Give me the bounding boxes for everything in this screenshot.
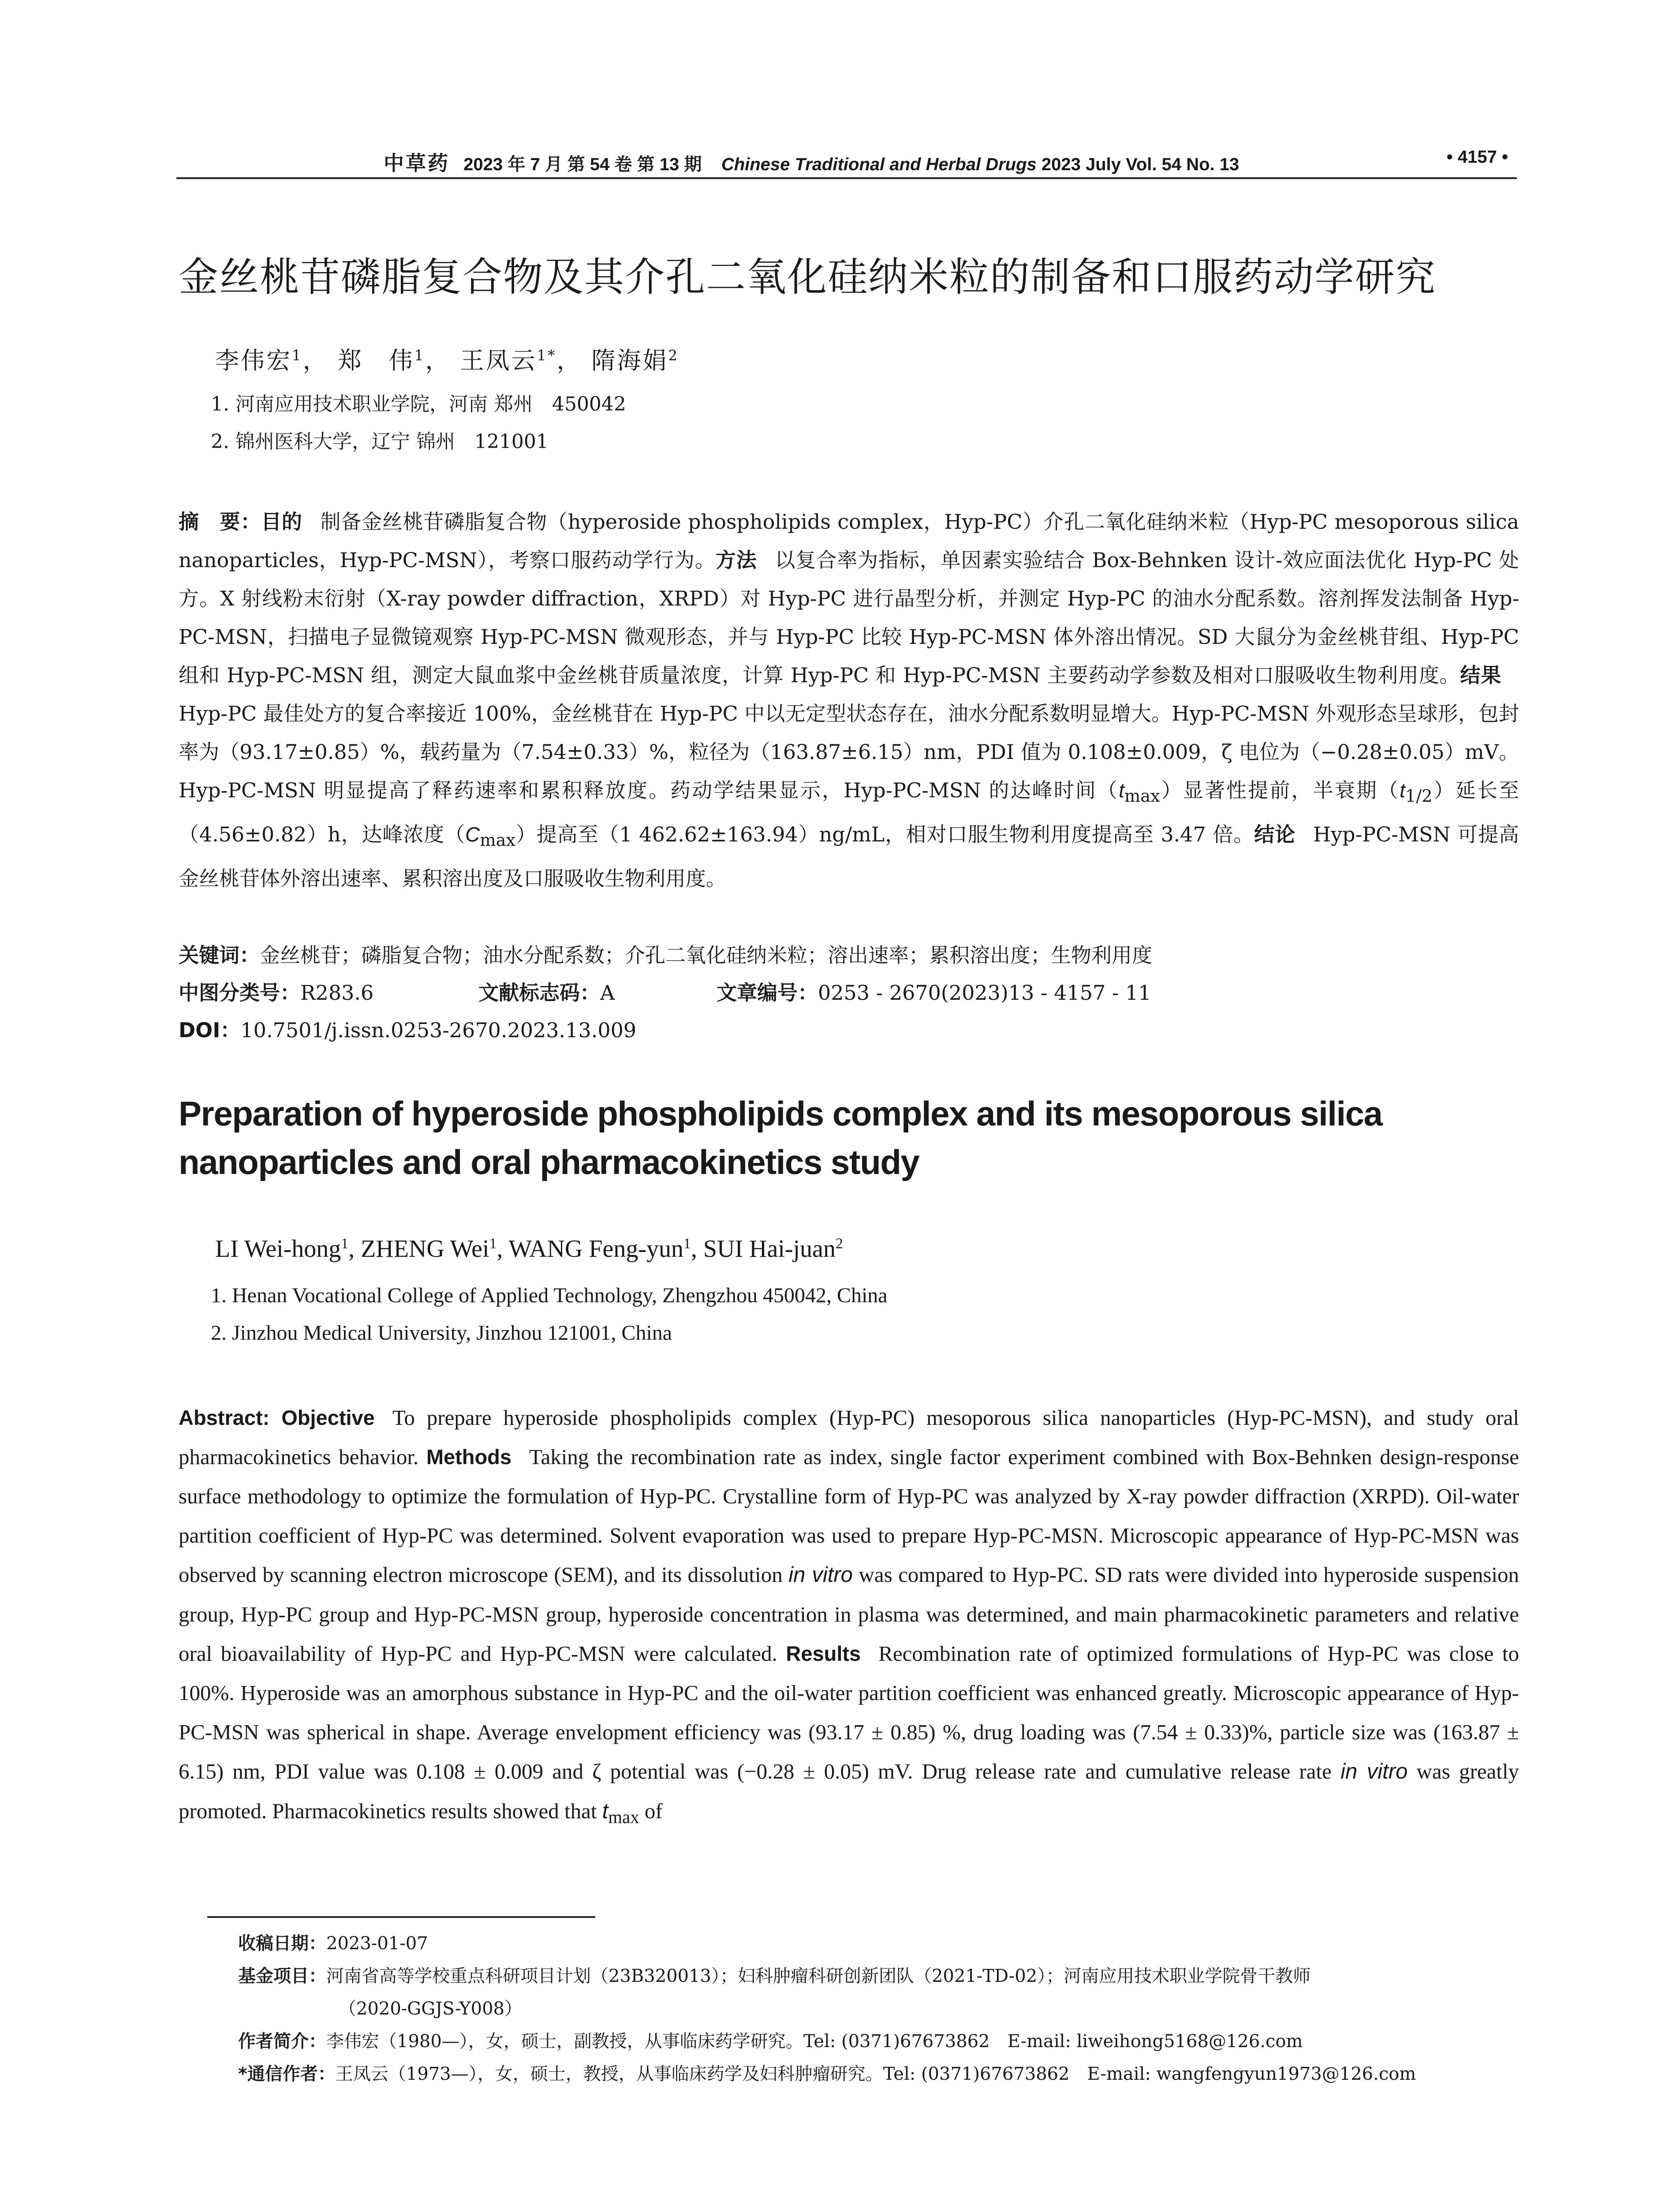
keywords-text: 金丝桃苷；磷脂复合物；油水分配系数；介孔二氧化硅纳米粒；溶出速率；累积溶出度；生物利用度 (260, 943, 1152, 967)
results-text-cn: ）提高至（1 462.62±163.94）ng/mL，相对口服生物利用度提高至 3.47 倍。 (515, 822, 1254, 847)
results-label-cn: 结果 (1460, 663, 1502, 687)
conclusion-text-cn: Hyp-PC-MSN 可提高金丝桃苷体外溶出速率、累积溶出度及口服吸收生物利用度。 (179, 822, 1519, 891)
article-number (717, 977, 1151, 1006)
author-name: 王凤云 (460, 347, 537, 374)
document-code-value: A (600, 981, 615, 1005)
methods-text-en: Taking the recombination rate as index, single factor experiment combined with Box-Behnken design-response surface methodology to optimize the formulation of Hyp-PC. Crystalline form of Hyp-PC was analyzed by X-ray powder diffraction (XRPD). Oil-water partition coefficient of Hyp-PC was determined. Solvent evaporation was used to prepare Hyp-PC-MSN. Microscopic appearance of Hyp-PC-MSN was observed by scanning electron microscope (SEM), and its dissolution (179, 1445, 1519, 1587)
cmax-subscript: max (480, 830, 516, 851)
doi-line (179, 1014, 1519, 1043)
author-name: 隋海娟 (591, 347, 668, 374)
author-affiliation-mark: 2 (668, 347, 679, 364)
author-affiliation-mark: 1 (341, 1235, 349, 1252)
abstract-label-en: Abstract: (179, 1406, 270, 1429)
objective-text-cn: 制备金丝桃苷磷脂复合物（hyperoside phospholipids complex，Hyp-PC）介孔二氧化硅纳米粒（Hyp-PC mesoporous silica nanoparticles，Hyp-PC-MSN），考察口服药动学行为。 (179, 510, 1519, 572)
results-text-en: was greatly promoted. Pharmacokinetics results showed that (179, 1759, 1519, 1823)
issue-cn: 2023 年 7 月 第 54 卷 第 13 期 (463, 155, 702, 174)
page-number: • 4157 • (1446, 147, 1508, 167)
objective-text-en: To prepare hyperoside phospholipids complex (Hyp-PC) mesoporous silica nanoparticles (Hyp-PC-MSN), and study oral pharmacokinetics behavior. (179, 1405, 1519, 1469)
keywords-cn (179, 939, 1519, 968)
received-date: 2023-01-07 (326, 1933, 428, 1954)
classification-line (179, 977, 1519, 1006)
results-label-en: Results (786, 1642, 861, 1665)
footnote-corresponding (238, 2058, 1517, 2090)
author-bio-label: 作者简介： (238, 2031, 326, 2052)
results-text-en: of (644, 1799, 663, 1823)
author-name: WANG Feng-yun (508, 1235, 684, 1263)
author-bio-text: 李伟宏（1980—），女，硕士，副教授，从事临床药学研究。Tel: (0371)67673862 E-mail: liweihong5168@126.com (326, 2031, 1303, 2052)
in-vitro-term: in vitro (788, 1563, 853, 1587)
journal-name-cn: 中草药 (384, 151, 450, 175)
thalf-subscript: 1/2 (1405, 786, 1433, 807)
abstract-cn (179, 503, 1519, 898)
journal-name-en: Chinese Traditional and Herbal Drugs (721, 155, 1037, 174)
footnote-divider (207, 1916, 595, 1918)
article-number-value: 0253 - 2670(2023)13 - 4157 - 11 (818, 981, 1151, 1005)
author-affiliation-mark: 1 (683, 1235, 691, 1252)
results-text-en: Recombination rate of optimized formulations of Hyp-PC was close to 100%. Hyperoside was an amorphous substance in Hyp-PC and the oil-water partition coefficient was enhanced greatly. Microscopic appearance of Hyp-PC-MSN was spherical in shape. Average envelopment efficiency was (93.17 ± 0.85) %, drug loading was (7.54 ± 0.33)%, particle size was (163.87 ± 6.15) nm, PDI value was 0.108 ± 0.009 and ζ potential was (−0.28 ± 0.05) mV. Drug release rate and cumulative release rate (179, 1641, 1519, 1783)
keywords-label: 关键词： (179, 943, 260, 967)
results-text-cn: ）延长至（4.56±0.82）h，达峰浓度（ (179, 778, 1519, 847)
methods-label-cn: 方法 (715, 548, 757, 572)
tmax-symbol: t (1119, 779, 1124, 802)
tmax-subscript: max (1124, 786, 1160, 807)
fund-label: 基金项目： (238, 1966, 326, 1986)
affiliation-cn-2: 2. 锦州医科大学，辽宁 锦州 121001 (211, 430, 549, 453)
document-code (478, 977, 615, 1006)
affiliation-cn-1: 1. 河南应用技术职业学院，河南 郑州 450042 (211, 393, 626, 415)
methods-text-cn: 以复合率为指标，单因素实验结合 Box-Behnken 设计-效应面法优化 Hyp-PC 处方。X 射线粉末衍射（X-ray powder diffraction，XRPD）对 Hyp-PC 进行晶型分析，并测定 Hyp-PC 的油水分配系数。溶剂挥发法制备 Hyp-PC-MSN，扫描电子显微镜观察 Hyp-PC-MSN 微观形态，并与 Hyp-PC 比较 Hyp-PC-MSN 体外溶出情况。SD 大鼠分为金丝桃苷组、Hyp-PC 组和 Hyp-PC-MSN 组，测定大鼠血浆中金丝桃苷质量浓度，计算 Hyp-PC 和 Hyp-PC-MSN 主要药动学参数及相对口服吸收生物利用度。 (179, 548, 1519, 687)
doi-value: 10.7501/j.issn.0253-2670.2023.13.009 (240, 1018, 637, 1042)
author-name: LI Wei-hong (215, 1235, 341, 1263)
author-name: 李伟宏 (215, 347, 292, 374)
footnote-received (238, 1927, 1517, 1960)
methods-text-en: was compared to Hyp-PC. SD rats were divided into hyperoside suspension group, Hyp-PC group and Hyp-PC-MSN group, hyperoside concentration in plasma was determined, and main pharmacokinetic parameters and relative oral bioavailability of Hyp-PC and Hyp-PC-MSN were calculated. (179, 1562, 1519, 1666)
clc-label: 中图分类号： (179, 981, 300, 1005)
cmax-symbol: C (465, 823, 480, 846)
abstract-label-cn: 摘 要： (179, 510, 261, 534)
conclusion-label-cn: 结论 (1254, 822, 1296, 847)
footnote-author (238, 2025, 1517, 2058)
title-en: Preparation of hyperoside phospholipids complex and its mesoporous silica nanoparticles and oral pharmacokinetics study (179, 1094, 1382, 1181)
article-number-label: 文章编号： (717, 981, 818, 1005)
results-text-cn: Hyp-PC 最佳处方的复合率接近 100%，金丝桃苷在 Hyp-PC 中以无定型状态存在，油水分配系数明显增大。Hyp-PC-MSN 外观形态呈球形，包封率为（93.17±0.85）%，载药量为（7.54±0.33）%，粒径为（163.87±6.15）nm，PDI 值为 0.108±0.009，ζ 电位为（−0.28±0.05）mV。Hyp-PC-MSN 明显提高了释药速率和累积释放度。药动学结果显示，Hyp-PC-MSN 的达峰时间（ (179, 702, 1519, 802)
clc-number (179, 981, 373, 1005)
corresponding-text: 王凤云（1973—），女，硕士，教授，从事临床药学及妇科肿瘤研究。Tel: (0371)67673862 E-mail: wangfengyun1973@126.com (335, 2064, 1416, 2084)
objective-label-en: Objective (281, 1406, 375, 1429)
results-text-cn: ）显著性提前，半衰期（ (1160, 778, 1400, 802)
author-affiliation-mark: 1* (537, 347, 557, 364)
tmax-symbol: t (602, 1799, 609, 1823)
clc-value: R283.6 (300, 981, 374, 1005)
methods-label-en: Methods (426, 1445, 512, 1469)
doi-label: DOI： (179, 1018, 241, 1042)
authors-cn: 李伟宏$^1$， 郑 伟$^1$， 王凤云$^{1*}$， 隋海娟$^2$ (215, 347, 679, 374)
footnotes (238, 1927, 1517, 2090)
author-affiliation-mark: 1 (489, 1235, 497, 1252)
authors-en: LI Wei-hong$^1$, ZHENG Wei$^1$, WANG Feng-yun$^1$, SUI Hai-juan$^2$ (215, 1235, 843, 1263)
author-name: SUI Hai-juan (703, 1235, 836, 1263)
corresponding-label: *通信作者： (238, 2064, 336, 2084)
affiliation-en-2: 2. Jinzhou Medical University, Jinzhou 121001, China (211, 1321, 672, 1345)
abstract-en (179, 1398, 1519, 1837)
author-affiliation-mark: 2 (835, 1235, 843, 1252)
issue-en: 2023 July Vol. 54 No. 13 (1041, 155, 1239, 174)
fund-text: 河南省高等学校重点科研项目计划（23B320013）；妇科肿瘤科研创新团队（2021-TD-02）；河南应用技术职业学院骨干教师 (326, 1966, 1311, 1986)
journal-issue-line (384, 147, 1239, 176)
footnote-fund (238, 1960, 1517, 1992)
affiliation-en-1: 1. Henan Vocational College of Applied Technology, Zhengzhou 450042, China (211, 1284, 888, 1307)
document-code-label: 文献标志码： (478, 981, 600, 1005)
thalf-symbol: t (1400, 779, 1405, 802)
author-name: ZHENG Wei (361, 1235, 489, 1263)
in-vitro-term: in vitro (1340, 1760, 1408, 1783)
author-affiliation-mark: 1 (292, 347, 303, 364)
title-cn: 金丝桃苷磷脂复合物及其介孔二氧化硅纳米粒的制备和口服药动学研究 (179, 254, 1436, 300)
footnote-fund-continued: （2020-GGJS-Y008） (339, 1999, 522, 2019)
objective-label-cn: 目的 (261, 510, 302, 534)
author-affiliation-mark: 1 (414, 347, 426, 364)
received-label: 收稿日期： (238, 1933, 326, 1954)
author-name: 郑 伟 (337, 347, 414, 374)
running-header (176, 142, 1517, 179)
tmax-subscript: max (608, 1807, 639, 1827)
